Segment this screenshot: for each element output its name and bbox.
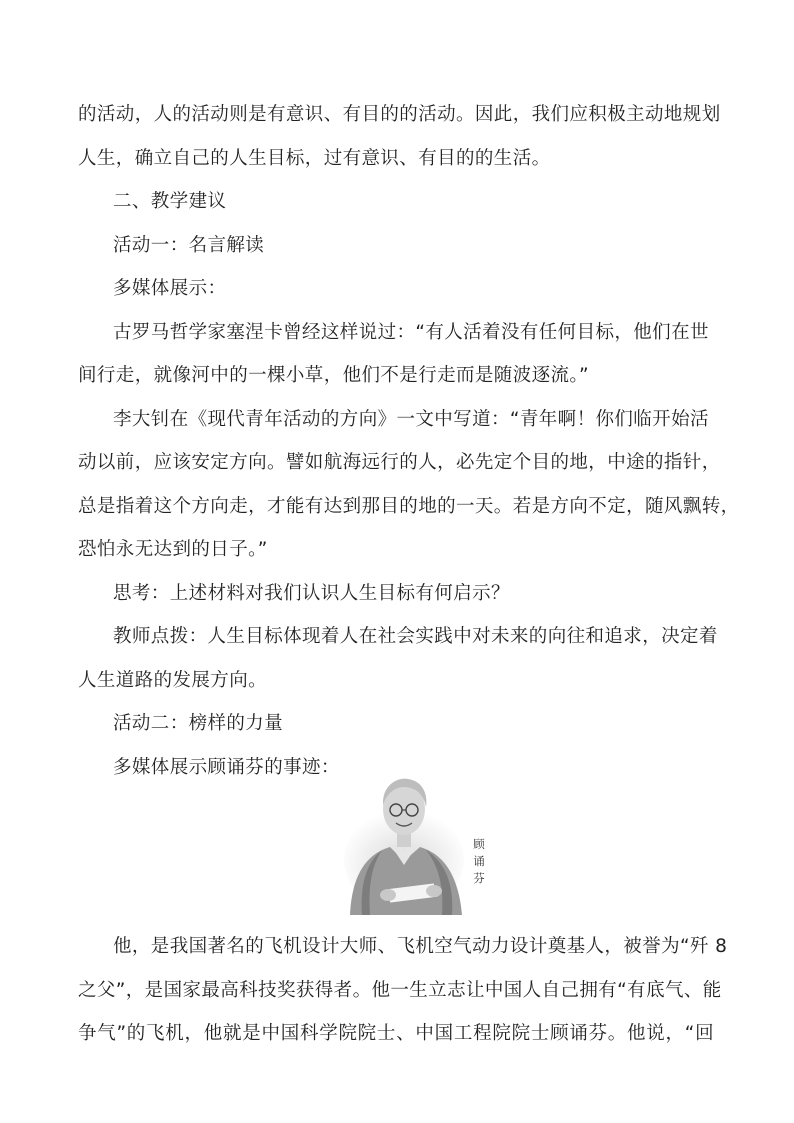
text-line-5: 多媒体展示：: [113, 278, 227, 299]
activity-one-title: 活动一：名言解读: [113, 235, 265, 256]
text-line-2: 人生，确立自己的人生目标，过有意识、有目的的生活。: [78, 148, 551, 169]
text-line-12: 思考：上述材料对我们认识人生目标有何启示？: [113, 583, 510, 604]
text-line-13: 教师点拨：人生目标体现着人在社会实践中对未来的向往和追求，决定着: [113, 626, 718, 647]
text-line-9: 动以前，应该安定方向。譬如航海远行的人，必先定个目的地，中途的指针，: [78, 452, 721, 473]
text-line-1: 的活动，人的活动则是有意识、有目的的活动。因此，我们应积极主动地规划: [78, 104, 721, 125]
text-line-19: 争气”的飞机，他就是中国科学院院士、中国工程院院士顾诵芬。他说，“回: [78, 1023, 714, 1044]
text-line-7: 间行走，就像河中的一棵小草，他们不是行走而是随波逐流。”: [78, 365, 590, 386]
text-line-8: 李大钊在《现代青年活动的方向》一文中写道：“青年啊！你们临开始活: [113, 409, 709, 430]
text-line-11: 恐怕永无达到的日子。”: [78, 539, 268, 560]
text-line-18: 之父”，是国家最高科技奖获得者。他一生立志让中国人自己拥有“有底气、能: [78, 980, 722, 1001]
text-line-17: 他，是我国著名的飞机设计大师、飞机空气动力设计奠基人，被誉为“歼 8: [113, 936, 728, 957]
text-line-6: 古罗马哲学家塞涅卡曾经这样说过：“有人活着没有任何目标，他们在世: [113, 322, 709, 343]
activity-two-title: 活动二：榜样的力量: [113, 713, 284, 734]
section-heading: 二、教学建议: [113, 191, 227, 212]
text-line-10: 总是指着这个方向走，才能有达到那目的地的一天。若是方向不定，随风飘转，: [78, 496, 740, 517]
portrait-caption: 顾诵芬: [473, 837, 485, 885]
text-line-14: 人生道路的发展方向。: [78, 670, 268, 691]
portrait-illustration: [342, 765, 472, 915]
text-line-16: 多媒体展示顾诵芬的事迹：: [113, 757, 340, 778]
